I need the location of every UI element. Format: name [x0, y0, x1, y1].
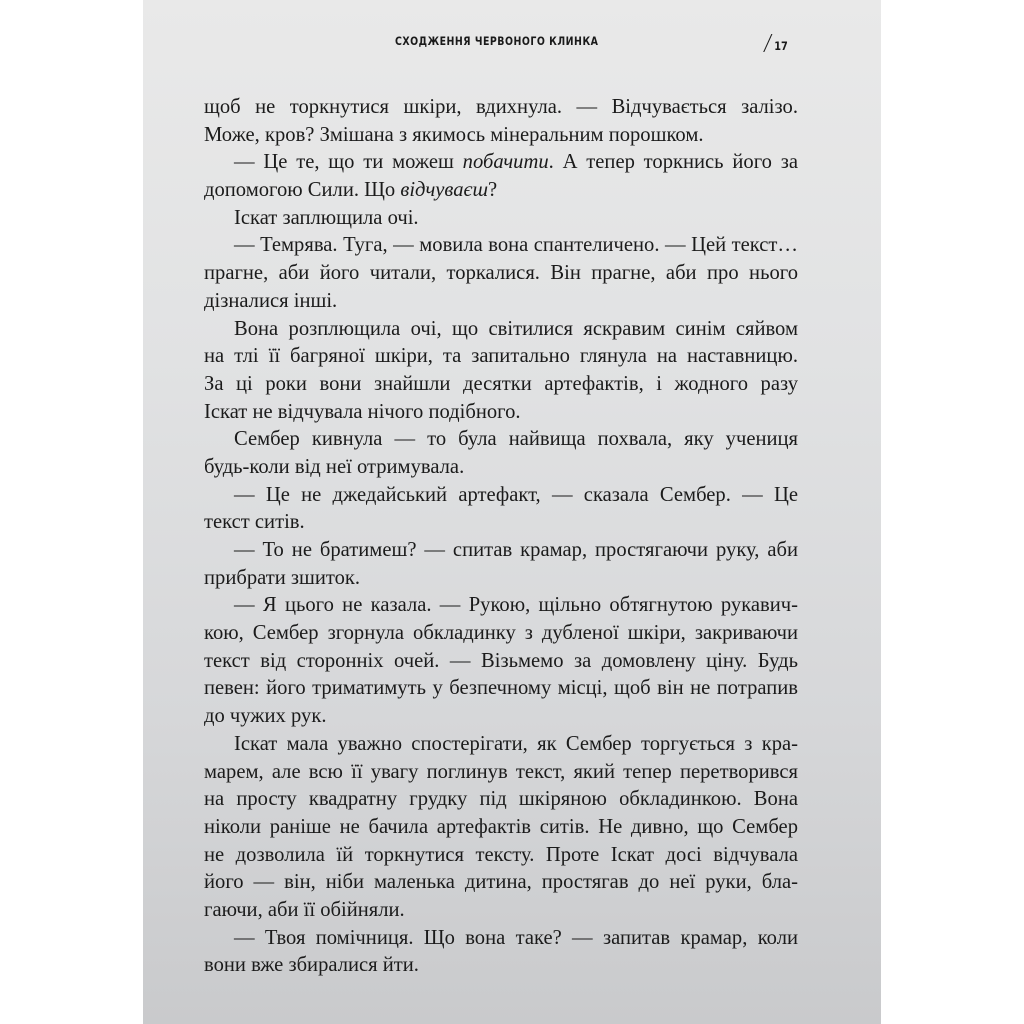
- text-line: Іскат заплющила очі.: [234, 206, 419, 229]
- text-line: вони вже збиралися йти.: [204, 954, 419, 977]
- folio-slash: /: [762, 31, 774, 56]
- text-line: За ці роки вони знайшли десятки артефактів, і жодного разу: [204, 372, 798, 395]
- text-line: текст ситів.: [204, 511, 305, 534]
- italic-emphasis: відчуваєш: [400, 179, 489, 202]
- text-line: певен: його триматимуть у безпечному місці, щоб він не потрапив: [204, 677, 798, 700]
- text-line: — Я цього не казала. — Рукою, щільно обтягнутою рукавич-: [234, 594, 798, 617]
- text-line: [204, 177, 798, 205]
- text-line: Вона розплющила очі, що світилися яскравим синім сяйвом: [234, 317, 798, 340]
- text-line: кою, Сембер згорнула обкладинку з дубленої шкіри, закриваючи: [204, 622, 798, 645]
- text-line: Може, кров? Змішана з якимось мінеральним порошком.: [204, 123, 704, 146]
- text-segment: допомогою Сили. Що: [204, 179, 401, 202]
- text-line: [204, 149, 798, 177]
- text-line: Сембер кивнула — то була найвища похвала, яку учениця: [234, 428, 798, 451]
- body-text: [204, 94, 798, 980]
- text-line: щоб не торкнутися шкіри, вдихнула. — Відчувається залізо.: [204, 96, 798, 118]
- text-line: на тлі її багряної шкіри, та запитально глянула на наставницю.: [204, 345, 798, 368]
- book-page: [143, 0, 881, 1024]
- text-line: марем, але всю її увагу поглинув текст, який тепер перетворився: [204, 760, 798, 783]
- text-line: текст від сторонніх очей. — Візьмемо за домовлену ціну. Будь: [204, 649, 798, 672]
- folio-number: 17: [774, 39, 789, 53]
- text-line: — Це не джедайський артефакт, — сказала Сембер. — Це: [234, 483, 798, 506]
- text-line: — То не братимеш? — спитав крамар, простягаючи руку, аби: [234, 539, 798, 561]
- text-line: ніколи раніше не бачила артефактів ситів. Не дивно, що Сембер: [204, 815, 798, 838]
- running-head: [143, 31, 881, 55]
- text-line: дізналися інші.: [204, 289, 338, 312]
- italic-emphasis: побачити: [462, 151, 549, 174]
- text-segment: — Це те, що ти можеш: [234, 151, 463, 174]
- text-line: гаючи, аби її обійняли.: [204, 898, 405, 921]
- text-line: — Темрява. Туга, — мовила вона спантеличено. — Цей текст…: [234, 234, 798, 257]
- text-line: прагне, аби його читали, торкалися. Він прагне, аби про нього: [204, 262, 798, 285]
- text-line: прибрати зшиток.: [204, 566, 361, 589]
- text-line: — Твоя помічниця. Що вона таке? — запитав крамар, коли: [234, 926, 798, 949]
- page-number: [764, 31, 789, 55]
- text-line: не дозволила їй торкнутися тексту. Проте Іскат досі відчувала: [204, 843, 798, 866]
- running-title: СХОДЖЕННЯ ЧЕРВОНОГО КЛИНКА: [395, 34, 599, 48]
- text-segment: ?: [488, 179, 498, 202]
- text-line: будь-коли від неї отримувала.: [204, 455, 465, 478]
- text-line: Іскат не відчувала нічого подібного.: [204, 400, 521, 423]
- text-line: Іскат мала уважно спостерігати, як Сембер торгується з кра-: [234, 732, 798, 755]
- text-line: до чужих рук.: [204, 705, 327, 728]
- text-line: на просту квадратну грудку під шкіряною обкладинкою. Вона: [204, 788, 798, 811]
- text-segment: . А тепер торкнись його за: [548, 151, 799, 174]
- text-line: його — він, ніби маленька дитина, простягав до неї руки, бла-: [204, 871, 798, 894]
